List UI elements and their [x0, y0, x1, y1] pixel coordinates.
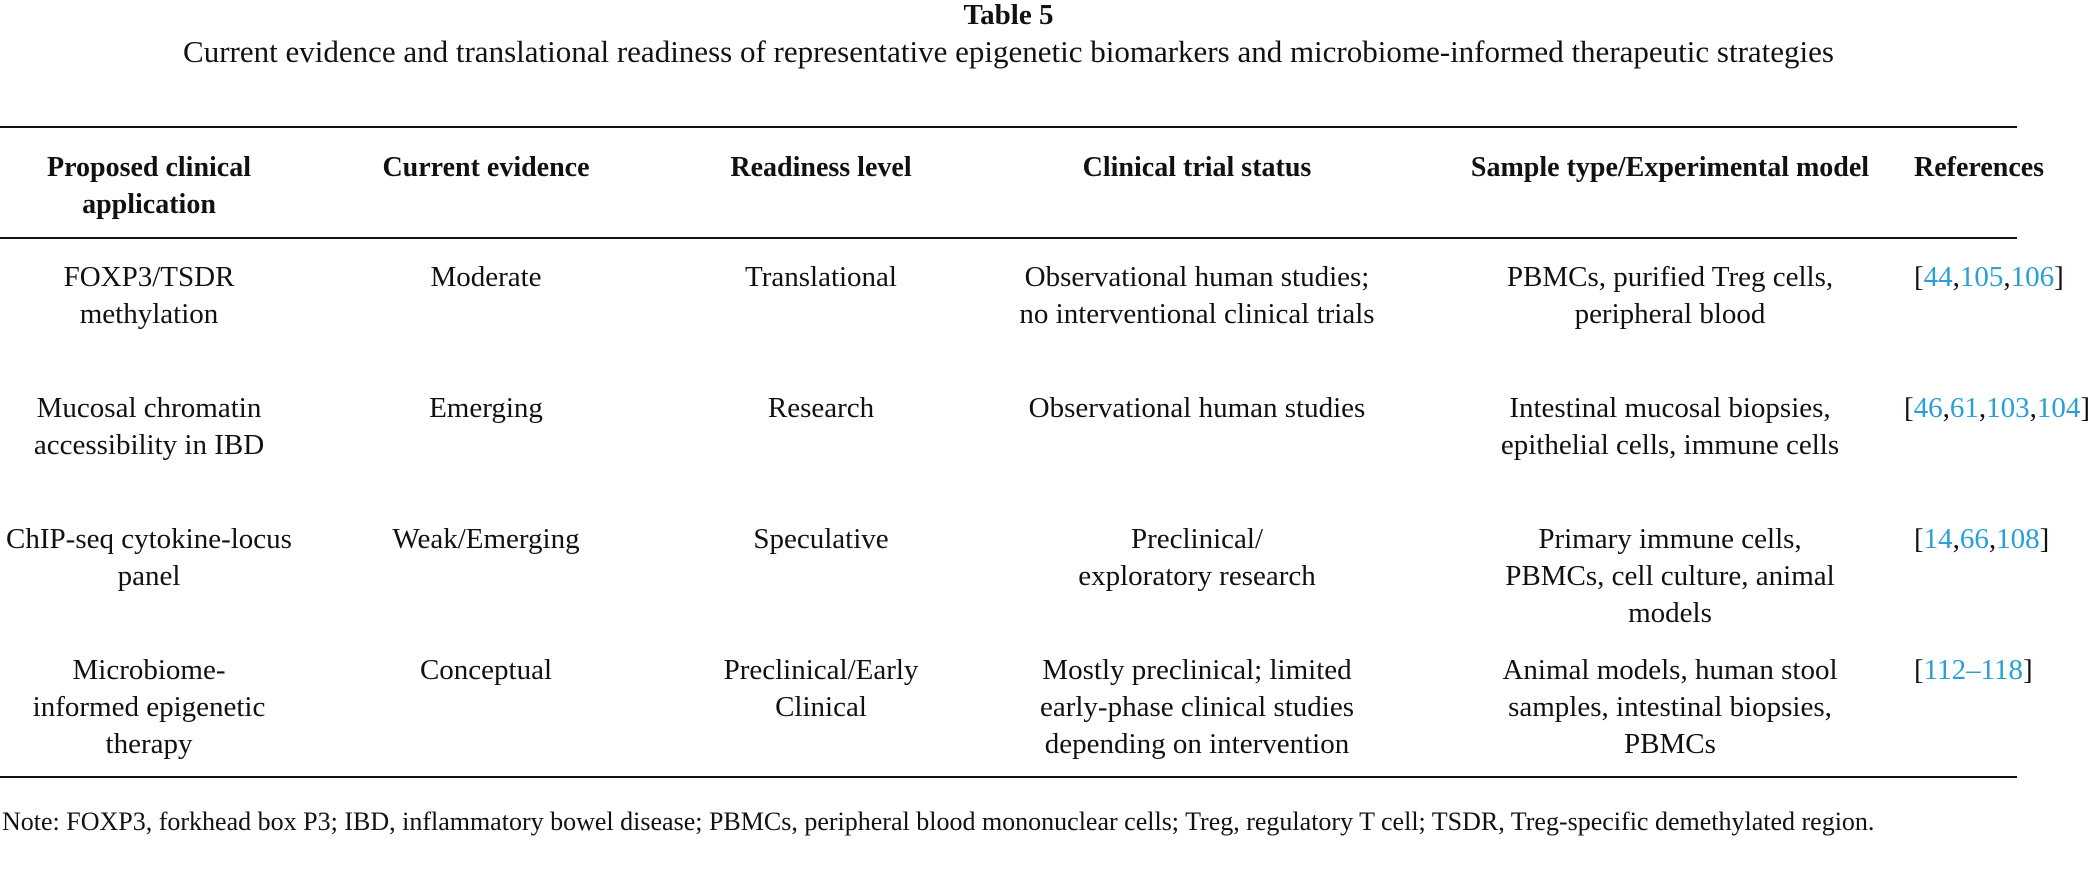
- reference-link[interactable]: 105: [1959, 261, 2004, 293]
- header-trial-status: Clinical trial status: [1082, 152, 1312, 183]
- cell-trial-status: Observational human studies; no interventional clinical trials: [1019, 261, 1375, 330]
- reference-link[interactable]: 66: [1959, 523, 1989, 555]
- cell-trial-status: Mostly preclinical; limited early-phase clinical studies depending on intervention: [1039, 654, 1355, 760]
- reference-link[interactable]: 46: [1913, 392, 1943, 424]
- ref-separator: ,: [1978, 392, 1987, 424]
- ref-bracket-open: [: [1914, 654, 1924, 686]
- table-title: Current evidence and translational readiness of representative epigenetic biomarkers and microbiome-informed therapeutic strategies: [183, 34, 1834, 69]
- cell-references: [1914, 652, 2033, 763]
- cell-trial-status: Preclinical/ exploratory research: [1078, 523, 1316, 592]
- cell-sample: PBMCs, purified Treg cells, peripheral blood: [1506, 261, 1834, 330]
- ref-bracket-close: ]: [2023, 654, 2033, 686]
- table-label: Table 5: [963, 0, 1054, 31]
- cell-application: Mucosal chromatin accessibility in IBD: [33, 392, 265, 461]
- cell-evidence: Conceptual: [419, 654, 553, 686]
- ref-bracket-open: [: [1904, 392, 1914, 424]
- reference-link[interactable]: 106: [2010, 261, 2055, 293]
- header-references: References: [1914, 152, 2045, 183]
- ref-separator: ,: [1988, 523, 1997, 555]
- header-readiness: Readiness level: [730, 152, 912, 183]
- cell-readiness: Speculative: [753, 523, 889, 555]
- cell-sample: Animal models, human stool samples, intestinal biopsies, PBMCs: [1502, 654, 1838, 760]
- table-top-rule: [0, 126, 2017, 128]
- reference-link[interactable]: 103: [1986, 392, 2030, 424]
- cell-evidence: Emerging: [429, 392, 543, 424]
- table-header-row: [0, 149, 2045, 223]
- table-row: [0, 652, 2033, 763]
- cell-readiness: Translational: [745, 261, 897, 293]
- ref-separator: ,: [1942, 392, 1950, 424]
- reference-link[interactable]: 44: [1923, 261, 1953, 293]
- table-row: [0, 259, 2064, 333]
- ref-bracket-open: [: [1914, 523, 1924, 555]
- cell-evidence: Weak/Emerging: [392, 523, 580, 555]
- reference-link[interactable]: 112–118: [1923, 654, 2024, 686]
- cell-application: FOXP3/TSDR methylation: [63, 261, 235, 330]
- table-row: [0, 521, 2050, 632]
- ref-separator: ,: [1952, 523, 1960, 555]
- cell-application: ChIP-seq cytokine-locus panel: [6, 523, 292, 592]
- ref-bracket-close: ]: [2080, 392, 2090, 424]
- ref-separator: ,: [1952, 261, 1960, 293]
- ref-bracket-open: [: [1914, 261, 1924, 293]
- cell-sample: Intestinal mucosal biopsies, epithelial cells, immune cells: [1500, 392, 1840, 461]
- header-application: Proposed clinical application: [46, 152, 252, 220]
- table-row: [0, 390, 2090, 464]
- cell-references: [1914, 259, 2064, 333]
- reference-link[interactable]: 14: [1923, 523, 1953, 555]
- table-footnote: Note: FOXP3, forkhead box P3; IBD, inflammatory bowel disease; PBMCs, peripheral blood mononuclear cells; Treg, regulatory T cell; TSDR, Treg-specific demethylated region.: [2, 807, 1875, 836]
- reference-link[interactable]: 108: [1996, 523, 2040, 555]
- table-header-rule: [0, 237, 2017, 239]
- header-evidence: Current evidence: [382, 152, 590, 183]
- ref-separator: ,: [2029, 392, 2037, 424]
- cell-sample: Primary immune cells, PBMCs, cell culture, animal models: [1505, 523, 1835, 629]
- ref-bracket-close: ]: [2039, 523, 2050, 555]
- cell-readiness: Research: [767, 392, 875, 424]
- cell-application: Microbiome-informed epigenetic therapy: [32, 654, 266, 760]
- cell-readiness: Preclinical/Early Clinical: [723, 654, 919, 723]
- ref-separator: ,: [2003, 261, 2011, 293]
- reference-link[interactable]: 61: [1949, 392, 1979, 424]
- ref-bracket-close: ]: [2054, 261, 2064, 293]
- reference-link[interactable]: 104: [2036, 392, 2081, 424]
- header-sample: Sample type/Experimental model: [1470, 152, 1870, 183]
- cell-references: [1914, 521, 2050, 632]
- cell-trial-status: Observational human studies: [1028, 392, 1366, 424]
- table-bottom-rule: [0, 776, 2017, 778]
- cell-evidence: Moderate: [430, 261, 542, 293]
- cell-references: [1904, 390, 2090, 464]
